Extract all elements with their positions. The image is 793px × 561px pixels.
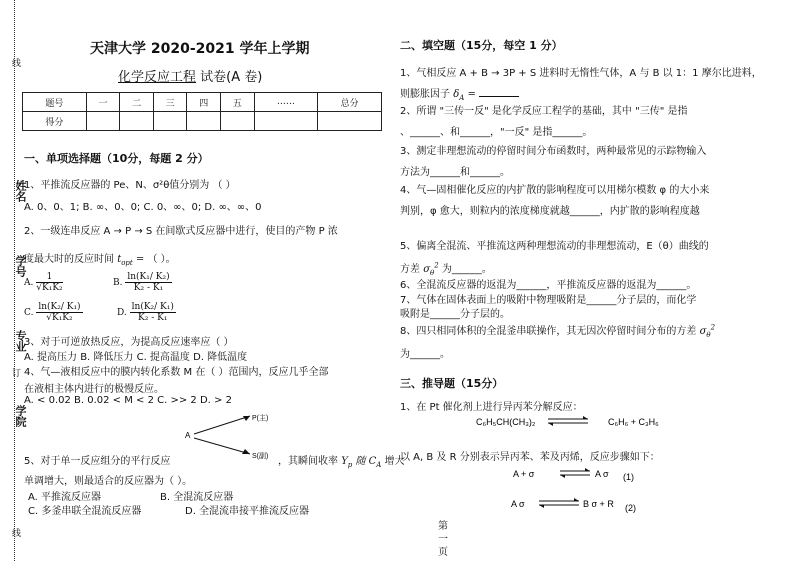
s2-q5-line2 [400, 260, 492, 277]
score-cell[interactable] [120, 112, 154, 131]
s1-q5-line1: 5、对于单一反应组分的平行反应 [24, 456, 171, 467]
s1-q5-option-c: C. 多釜串联全混流反应器 [28, 506, 142, 517]
expansion-factor-symbol: $\delta_A$ = [453, 89, 476, 102]
score-cell[interactable] [187, 112, 221, 131]
s1-q2-blank: （ ）。 [147, 254, 176, 265]
s2-q3-line1: 3、测定非理想流动的停留时间分布函数时，两种最常见的示踪物输入 [400, 146, 707, 157]
binding-line-label-top: 线 [10, 58, 20, 67]
s2-q7-line1: 7、气体在固体表面上的吸附中物理吸附是______分子层的，而化学 [400, 295, 697, 306]
score-row-label: 得分 [23, 112, 87, 131]
binding-major-label: 专业 [14, 330, 27, 352]
exam-title [118, 66, 262, 85]
t-opt-symbol: $t_{opt}$ = [117, 254, 145, 267]
step1-products: A σ [595, 469, 609, 479]
s2-q4-line2: 判别，φ 愈大，则粒内的浓度梯度就越______，内扩散的影响程度越 [400, 206, 700, 217]
score-header: 题号 [23, 93, 87, 112]
s1-q5-option-a: A. 平推流反应器 [28, 492, 102, 503]
s2-q2-line2: 、______、和______，"一反" 是指______。 [400, 127, 593, 138]
s1-q2-option-c [24, 302, 83, 323]
s1-q5-yield-text: ，其瞬间收率 [278, 456, 338, 467]
s1-q2-text: 度最大时的反应时间 [24, 254, 114, 265]
option-d-label: D. [117, 308, 127, 318]
yield-symbol: $Y_p$ 随 $C_A$ [341, 456, 382, 469]
score-cell[interactable] [318, 112, 382, 131]
s2-q5-line1: 5、偏离全混流、平推流这两种理想流动的非理想流动，E（θ）曲线的 [400, 241, 709, 252]
score-header: 三 [153, 93, 187, 112]
option-c-label: C. [24, 308, 34, 318]
step2-products: B σ + R [583, 499, 614, 509]
step2-number: (2) [625, 503, 636, 513]
score-cell[interactable] [153, 112, 187, 131]
score-table-score-row [23, 112, 382, 131]
score-header: 五 [220, 93, 254, 112]
s1-q3: 3、对于可逆放热反应，为提高反应速率应（ ） [24, 337, 234, 348]
decomposition-reaction [470, 412, 710, 436]
section2-title: 二、填空题（15分，每空 1 分） [400, 39, 563, 52]
s1-q5-option-d: D. 全混流串接平推流反应器 [185, 506, 310, 517]
s2-q8-line1 [400, 322, 715, 339]
s1-q5-increase: 增大 [384, 456, 405, 467]
s2-q4-line1: 4、气—固相催化反应的内扩散的影响程度可以用梯尔模数 φ 的大小来 [400, 185, 710, 196]
step2-reactants: A σ [511, 499, 525, 509]
score-header: …… [254, 93, 318, 112]
s2-q7-line2: 吸附是______分子层的。 [400, 309, 510, 320]
page-label-bottom: 页 [438, 547, 448, 558]
page-number: 一 [438, 534, 448, 545]
university-title: 天津大学 2020-2021 学年上学期 [90, 41, 310, 57]
binding-cut-label: 订 [10, 368, 20, 377]
score-cell[interactable] [220, 112, 254, 131]
score-table-header-row [23, 93, 382, 112]
score-table [22, 92, 382, 131]
s2-q3-line2: 方法为______和______。 [400, 167, 510, 178]
parallel-reaction-scheme [180, 410, 285, 465]
step2-equation [505, 492, 665, 514]
scheme-arrow-main [194, 416, 250, 434]
formula-a: $\frac{1}{\text{√K₁K₂}}$ [36, 272, 63, 293]
page-label-top: 第 [438, 521, 448, 532]
s1-q2-line2 [24, 250, 176, 267]
scheme-p-label: P(主) [252, 415, 269, 422]
s1-q2-line1: 2、一级连串反应 A → P → S 在间歇式反应器中进行，使目的产物 P 浓 [24, 226, 338, 237]
s2-q6: 6、全混流反应器的返混为______，平推流反应器的返混为______。 [400, 280, 697, 291]
scheme-a-label: A [185, 431, 191, 440]
reactant-cumene: C₆H₅CH(CH₃)₂ [476, 417, 536, 427]
s1-q5-yield [278, 452, 405, 469]
score-cell[interactable] [86, 112, 120, 131]
section1-title: 一、单项选择题（10分，每题 2 分） [24, 152, 209, 165]
option-a-label: A. [24, 278, 34, 288]
binding-name-label: 姓名 [14, 180, 27, 202]
s1-q4-options: A. < 0.02 B. 0.02 < M < 2 C. >> 2 D. > 2 [24, 395, 232, 406]
s2-q8-line2: 为______。 [400, 349, 450, 360]
s1-q4-line2: 在液相主体内进行的极慢反应。 [24, 384, 164, 395]
paper-name: 试卷(A 卷) [200, 70, 263, 85]
score-header: 一 [86, 93, 120, 112]
s2-q2-line1: 2、所谓 "三传一反" 是化学反应工程学的基础，其中 "三传" 是指 [400, 106, 688, 117]
variance-symbol-q8: $\sigma_\theta^2$ [699, 323, 716, 339]
s2-q1-blank[interactable] [479, 96, 519, 97]
binding-line [14, 0, 15, 561]
step1-equation [505, 462, 665, 484]
score-header: 四 [187, 93, 221, 112]
formula-b: $\frac{\text{ln(K₁/ K₂)}}{\text{K₂ - K₁}}$ [127, 272, 170, 293]
step1-reactants: A + σ [513, 469, 535, 479]
s1-q1: 1、平推流反应器的 Pe、N、σ²θ值分别为 （ ） [24, 180, 236, 191]
score-header: 总分 [318, 93, 382, 112]
formula-c: $\frac{\text{ln(K₂/ K₁)}}{\text{√K₁K₂}}$ [38, 302, 81, 323]
binding-line-label-bottom: 线 [10, 528, 20, 537]
s1-q2-option-b [113, 272, 172, 293]
products-benzene-propylene: C₆H₆ + C₃H₆ [608, 417, 659, 427]
s1-q4-line1: 4、气—液相反应中的膜内转化系数 M 在（ ）范围内，反应几乎全部 [24, 367, 329, 378]
s1-q1-options: A. 0、0、1; B. ∞、0、0; C. 0、∞、0; D. ∞、∞、0 [24, 202, 262, 213]
variance-symbol: $\sigma_\theta^2$ [423, 261, 439, 277]
section3-title: 三、推导题（15分） [400, 377, 504, 390]
s3-q1-line2: 以 A, B 及 R 分别表示异丙苯、苯及丙烯，反应步骤如下： [400, 452, 660, 463]
s2-q8-text: 8、四只相同体积的全混釜串联操作，其无因次停留时间分布的方差 [400, 326, 697, 337]
s1-q3-options: A. 提高压力 B. 降低压力 C. 提高温度 D. 降低温度 [24, 352, 248, 363]
scheme-s-label: S(副) [252, 453, 269, 460]
s1-q5-line2: 单调增大，则最适合的反应器为（ ）。 [24, 476, 193, 487]
binding-school-label: 学院 [14, 405, 27, 427]
s2-q5-text: 方差 [400, 264, 420, 275]
s2-q1-line1: 1、气相反应 A + B → 3P + S 进料时无惰性气体，A 与 B 以 1：1 摩尔比进料， [400, 68, 762, 79]
s1-q2-option-d [117, 302, 176, 323]
course-name: 化学反应工程 [118, 70, 197, 85]
s2-q1-text: 则膨胀因子 [400, 89, 450, 100]
binding-id-label: 学号 [14, 255, 27, 277]
formula-d: $\frac{\text{ln(K₂/ K₁)}}{\text{K₂ - K₁}}$ [131, 302, 174, 323]
s2-q1-line2 [400, 85, 519, 102]
scheme-arrowhead-main [243, 416, 250, 421]
s3-q1-line1: 1、在 Pt 催化剂上进行异丙苯分解反应： [400, 402, 583, 413]
score-header: 二 [120, 93, 154, 112]
s2-q5-blank: 为______。 [441, 264, 492, 275]
score-cell[interactable] [254, 112, 318, 131]
scheme-arrow-side [194, 438, 250, 454]
s1-q2-option-a [24, 272, 63, 293]
step1-number: (1) [623, 472, 634, 482]
s1-q5-option-b: B. 全混流反应器 [160, 492, 234, 503]
scheme-arrowhead-side [242, 449, 250, 454]
option-b-label: B. [113, 278, 123, 288]
